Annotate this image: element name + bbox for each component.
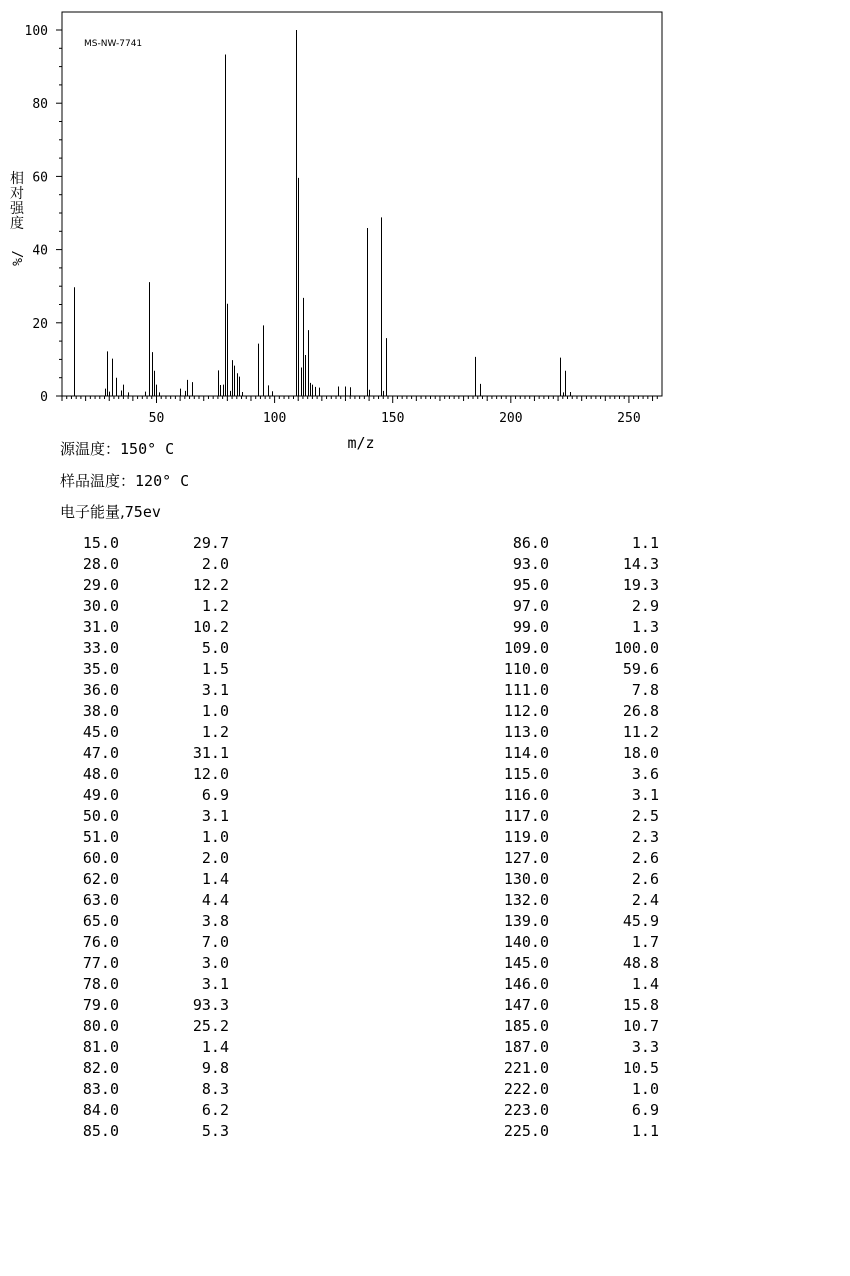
mz-value: 65.0 [82,912,119,930]
mz-value: 62.0 [82,870,119,888]
mz-value: 30.0 [82,597,119,615]
table-row [55,1121,229,1142]
mz-value: 83.0 [82,1080,119,1098]
table-row [485,701,659,722]
intensity-value: 1.0 [201,702,229,720]
intensity-value: 2.5 [631,807,659,825]
intensity-value: 3.1 [201,681,229,699]
source-temperature-label: 源温度： [60,440,121,458]
intensity-value: 14.3 [622,555,659,573]
intensity-value: 5.3 [201,1122,229,1140]
mz-value: 81.0 [82,1038,119,1056]
mz-value: 187.0 [503,1038,549,1056]
x-tick-label: 100 [262,411,287,426]
table-row [55,701,229,722]
sample-temperature-label: 样品温度： [60,472,136,490]
table-row [55,827,229,848]
table-row [55,575,229,596]
x-tick-label: 150 [380,411,405,426]
intensity-value: 25.2 [192,1017,229,1035]
intensity-value: 93.3 [192,996,229,1014]
mz-value: 77.0 [82,954,119,972]
table-row [485,806,659,827]
table-row [485,764,659,785]
mz-value: 86.0 [512,534,549,552]
y-axis-label [10,170,26,266]
y-tick-label: 40 [32,243,48,259]
table-row [55,1016,229,1037]
table-row [55,533,229,554]
table-row [485,869,659,890]
mz-value: 99.0 [512,618,549,636]
mz-value: 112.0 [503,702,549,720]
mz-value: 93.0 [512,555,549,573]
mz-value: 145.0 [503,954,549,972]
mz-value: 45.0 [82,723,119,741]
mz-value: 80.0 [82,1017,119,1035]
intensity-value: 1.1 [631,534,659,552]
intensity-value: 1.2 [201,597,229,615]
table-row [485,638,659,659]
table-row [485,1016,659,1037]
y-axis-label-prefix: %/ [11,250,26,266]
mz-value: 31.0 [82,618,119,636]
table-row [485,932,659,953]
intensity-value: 3.6 [631,765,659,783]
intensity-value: 4.4 [201,891,229,909]
intensity-value: 1.3 [631,618,659,636]
table-row [485,596,659,617]
table-row [55,722,229,743]
table-row [485,554,659,575]
x-tick-label: 200 [499,411,523,426]
intensity-value: 15.8 [622,996,659,1014]
intensity-value: 6.9 [631,1101,659,1119]
mz-value: 116.0 [503,786,549,804]
mz-value: 140.0 [503,933,549,951]
mz-value: 85.0 [82,1122,119,1140]
x-tick-label: 250 [617,411,641,426]
mz-value: 38.0 [82,702,119,720]
intensity-value: 12.0 [192,765,229,783]
intensity-value: 26.8 [622,702,659,720]
electron-energy [60,501,161,522]
intensity-value: 1.4 [201,870,229,888]
intensity-value: 48.8 [622,954,659,972]
y-tick-label: 0 [40,390,48,405]
table-row [485,827,659,848]
mz-value: 95.0 [512,576,549,594]
mz-value: 15.0 [82,534,119,552]
mz-value: 139.0 [503,912,549,930]
mz-value: 49.0 [82,786,119,804]
source-temperature-value: 150° C [120,440,175,458]
table-row [55,764,229,785]
intensity-value: 2.6 [631,849,659,867]
table-row [485,890,659,911]
mz-value: 28.0 [82,555,119,573]
table-row [485,533,659,554]
table-row [55,953,229,974]
mz-value: 119.0 [503,828,549,846]
x-axis-label: m/z [347,434,375,452]
intensity-value: 1.5 [201,660,229,678]
table-row [55,890,229,911]
y-axis-label-char: 强 [10,201,24,217]
mz-value: 132.0 [503,891,549,909]
table-row [485,1079,659,1100]
source-temperature [60,438,174,459]
mz-value: 76.0 [82,933,119,951]
table-row [485,1100,659,1121]
mz-value: 60.0 [82,849,119,867]
mz-value: 36.0 [82,681,119,699]
intensity-value: 19.3 [622,576,659,594]
intensity-value: 1.4 [631,975,659,993]
table-row [55,1058,229,1079]
intensity-value: 31.1 [192,744,229,762]
mz-value: 63.0 [82,891,119,909]
intensity-value: 7.0 [201,933,229,951]
y-axis-label-char: 相 [10,171,24,187]
table-row [485,785,659,806]
intensity-value: 45.9 [622,912,659,930]
mz-value: 78.0 [82,975,119,993]
intensity-value: 2.3 [631,828,659,846]
mass-spectrum-chart [0,0,850,460]
x-tick-label: 50 [148,411,165,426]
mz-value: 50.0 [82,807,119,825]
mz-value: 79.0 [82,996,119,1014]
table-row [55,617,229,638]
table-row [485,974,659,995]
table-row [55,596,229,617]
mz-value: 147.0 [503,996,549,1014]
table-row [55,554,229,575]
electron-energy-value: 75ev [124,503,161,521]
mz-value: 84.0 [82,1101,119,1119]
table-row [55,848,229,869]
table-row [55,995,229,1016]
intensity-value: 3.8 [201,912,229,930]
intensity-value: 2.0 [201,555,229,573]
mz-value: 113.0 [503,723,549,741]
sample-id-label: MS-NW-7741 [84,39,143,49]
table-row [55,806,229,827]
table-row [485,1037,659,1058]
intensity-value: 3.1 [201,807,229,825]
intensity-value: 100.0 [613,639,659,657]
table-row [485,659,659,680]
mz-value: 97.0 [512,597,549,615]
table-row [485,680,659,701]
y-axis-label-char: 度 [10,216,24,232]
intensity-value: 7.8 [631,681,659,699]
intensity-value: 12.2 [192,576,229,594]
y-axis-label-char: 对 [10,186,24,202]
mz-value: 225.0 [503,1122,549,1140]
table-row [55,911,229,932]
table-row [55,743,229,764]
intensity-value: 2.4 [631,891,659,909]
table-row [55,1100,229,1121]
electron-energy-label: 电子能量, [60,503,125,521]
table-row [485,743,659,764]
intensity-value: 10.7 [622,1017,659,1035]
table-row [485,911,659,932]
y-tick-label: 60 [32,170,48,186]
intensity-value: 10.2 [192,618,229,636]
table-row [485,953,659,974]
mz-value: 146.0 [503,975,549,993]
mz-value: 51.0 [82,828,119,846]
intensity-value: 3.1 [201,975,229,993]
mz-value: 117.0 [503,807,549,825]
table-row [485,617,659,638]
mz-value: 35.0 [82,660,119,678]
plot-frame [62,12,662,396]
intensity-value: 3.1 [631,786,659,804]
mz-value: 29.0 [82,576,119,594]
intensity-value: 10.5 [622,1059,659,1077]
intensity-value: 1.0 [201,828,229,846]
mz-value: 47.0 [82,744,119,762]
mz-value: 114.0 [503,744,549,762]
table-row [55,869,229,890]
mz-value: 82.0 [82,1059,119,1077]
table-row [485,1121,659,1142]
intensity-value: 1.2 [201,723,229,741]
mz-value: 115.0 [503,765,549,783]
table-row [55,638,229,659]
y-tick-label: 20 [32,316,48,332]
intensity-value: 1.7 [631,933,659,951]
mz-value: 110.0 [503,660,549,678]
peak-table-right [485,533,659,1142]
mz-value: 223.0 [503,1101,549,1119]
intensity-value: 1.0 [631,1080,659,1098]
mz-value: 221.0 [503,1059,549,1077]
intensity-value: 2.6 [631,870,659,888]
table-row [485,848,659,869]
intensity-value: 59.6 [622,660,659,678]
table-row [485,575,659,596]
intensity-value: 18.0 [622,744,659,762]
mz-value: 127.0 [503,849,549,867]
mz-value: 109.0 [503,639,549,657]
table-row [55,659,229,680]
peak-table-left [55,533,229,1142]
intensity-value: 5.0 [201,639,229,657]
sample-temperature [60,470,189,491]
table-row [55,1037,229,1058]
intensity-value: 2.9 [631,597,659,615]
table-row [55,680,229,701]
table-row [55,932,229,953]
mz-value: 130.0 [503,870,549,888]
intensity-value: 6.2 [201,1101,229,1119]
intensity-value: 9.8 [201,1059,229,1077]
sample-temperature-value: 120° C [135,472,190,490]
table-row [485,995,659,1016]
table-row [55,785,229,806]
intensity-value: 2.0 [201,849,229,867]
mz-value: 185.0 [503,1017,549,1035]
intensity-value: 29.7 [192,534,229,552]
table-row [485,722,659,743]
mz-value: 111.0 [503,681,549,699]
table-row [55,974,229,995]
table-row [485,1058,659,1079]
intensity-value: 11.2 [622,723,659,741]
mz-value: 33.0 [82,639,119,657]
intensity-value: 1.4 [201,1038,229,1056]
y-tick-label: 100 [24,24,48,39]
table-row [55,1079,229,1100]
mz-value: 222.0 [503,1080,549,1098]
intensity-value: 1.1 [631,1122,659,1140]
intensity-value: 6.9 [201,786,229,804]
intensity-value: 3.3 [631,1038,659,1056]
mz-value: 48.0 [82,765,119,783]
y-tick-label: 80 [32,97,48,113]
intensity-value: 8.3 [201,1080,229,1098]
intensity-value: 3.0 [201,954,229,972]
